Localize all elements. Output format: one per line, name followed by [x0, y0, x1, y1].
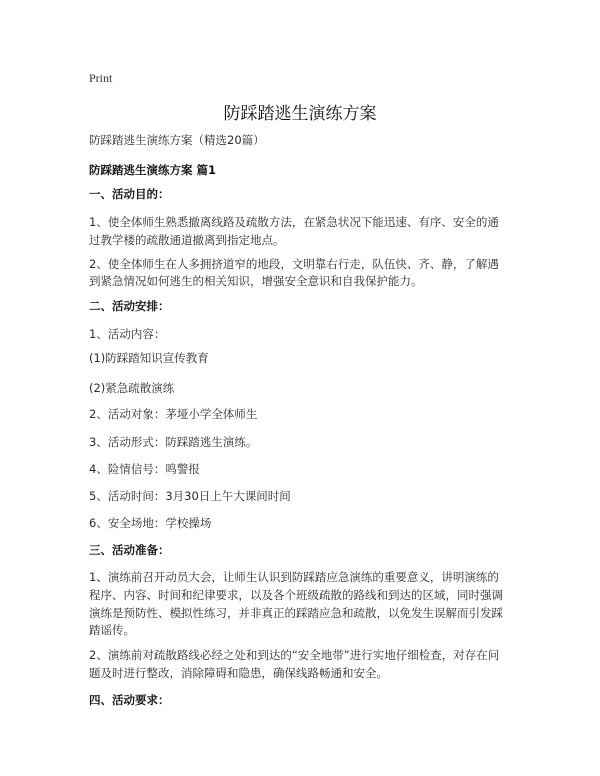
preparation-paragraph-2-line-1: 2、演练前对疏散路线必经之处和到达的“安全地带”进行实地仔细检查，对存在问: [89, 648, 500, 662]
arrangement-form: 3、活动形式：防踩踏逃生演练。: [89, 435, 258, 449]
section-heading-preparation: 三、活动准备：: [89, 543, 170, 557]
preparation-paragraph-2-line-2: 题及时进行整改，消除障碍和隐患，确保线路畅通和安全。: [89, 666, 388, 680]
preparation-paragraph-1-line-2: 程序、内容、时间和纪律要求，以及各个班级疏散的路线和到达的区域，同时强调: [89, 588, 503, 602]
arrangement-content: 1、活动内容：: [89, 327, 166, 341]
arrangement-target: 2、活动对象：茅垭小学全体师生: [89, 407, 258, 421]
section-heading-requirements: 四、活动要求：: [89, 693, 170, 707]
preparation-paragraph-1-line-1: 1、演练前召开动员大会，让师生认识到防踩踏应急演练的重要意义，讲明演练的: [89, 570, 499, 584]
section-heading-purpose: 一、活动目的：: [89, 187, 170, 201]
purpose-paragraph-2-line-2: 到紧急情况如何逃生的相关知识，增强安全意识和自我保护能力。: [89, 274, 423, 288]
preparation-paragraph-1-line-4: 踏谣传。: [89, 623, 135, 637]
page-title: 防踩踏逃生演练方案: [223, 104, 377, 124]
purpose-paragraph-1-line-1: 1、使全体师生熟悉撤离线路及疏散方法，在紧急状况下能迅速、有序、安全的通: [89, 215, 499, 229]
preparation-paragraph-1-line-3: 演练是预防性、模拟性练习，并非真正的踩踏应急和疏散，以免发生误解而引发踩: [89, 606, 503, 620]
purpose-paragraph-2-line-1: 2、使全体师生在人多拥挤道窄的地段，文明靠右行走，队伍快、齐、静，了解遇: [89, 257, 499, 271]
subtitle: 防踩踏逃生演练方案（精选20篇）: [89, 133, 265, 147]
section-heading-arrangement: 二、活动安排：: [89, 299, 170, 313]
arrangement-signal: 4、险情信号：鸣警报: [89, 462, 200, 476]
arrangement-item-1: (1)防踩踏知识宣传教育: [89, 351, 209, 365]
arrangement-item-2: (2)紧急疏散演练: [89, 381, 175, 395]
arrangement-place: 6、安全场地：学校操场: [89, 516, 212, 530]
arrangement-time: 5、活动时间：3月30日上午大课间时间: [89, 489, 291, 503]
purpose-paragraph-1-line-2: 过教学楼的疏散通道撤离到指定地点。: [89, 233, 285, 247]
article-title: 防踩踏逃生演练方案 篇1: [89, 163, 217, 177]
print-label: Print: [89, 71, 113, 85]
